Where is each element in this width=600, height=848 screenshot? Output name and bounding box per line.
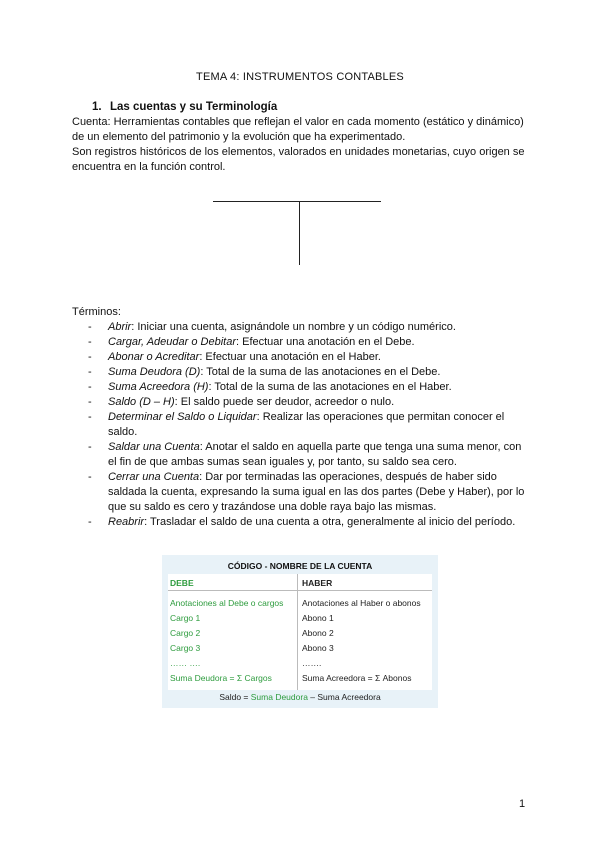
haber-sum-cell: Suma Acreedora = Σ Abonos — [302, 673, 412, 683]
ledger-column-divider — [297, 574, 298, 690]
cuenta-definition: Cuenta: Herramientas contables que reflejan el valor en cada momento (estático y dinámico) de un elemento del patrimonio y la evolución que ha experimentado. — [72, 116, 524, 143]
debe-cell: Cargo 1 — [170, 613, 201, 623]
haber-cell: Abono 3 — [302, 643, 334, 653]
term-item — [88, 365, 528, 380]
debe-cell: Anotaciones al Debe o cargos — [170, 598, 284, 608]
term-name: Reabrir — [108, 516, 145, 528]
term-item — [88, 395, 528, 410]
ledger-title: CÓDIGO - NOMBRE DE LA CUENTA — [227, 561, 373, 571]
term-description: : Efectuar una anotación en el Debe. — [236, 336, 415, 348]
ledger-grid — [168, 574, 432, 690]
saldo-suffix: – Suma Acreedora — [307, 692, 381, 702]
debe-cell: Cargo 2 — [170, 628, 201, 638]
ledger-account-table — [162, 555, 438, 708]
ledger-header-divider — [168, 590, 432, 591]
haber-cell: Abono 2 — [302, 628, 334, 638]
term-name: Abonar o Acreditar — [108, 351, 200, 363]
term-name: Cerrar una Cuenta — [108, 471, 200, 483]
haber-cell: Abono 1 — [302, 613, 334, 623]
saldo-prefix: Saldo = — [219, 692, 251, 702]
term-item — [88, 335, 528, 350]
term-item — [88, 410, 528, 440]
debe-sum-cell: Suma Deudora = Σ Cargos — [170, 673, 272, 683]
term-name: Determinar el Saldo o Liquidar — [108, 411, 257, 423]
term-item — [88, 440, 528, 470]
term-item — [88, 320, 528, 335]
debe-header: DEBE — [170, 578, 194, 588]
section-heading — [92, 101, 277, 113]
term-name: Saldo (D – H) — [108, 396, 175, 408]
t-account-vertical-line — [299, 201, 300, 265]
term-description: : Efectuar una anotación en el Haber. — [199, 351, 381, 363]
page-title: TEMA 4: INSTRUMENTOS CONTABLES — [196, 71, 404, 83]
term-item — [88, 470, 528, 515]
terms-label: Términos: — [72, 306, 121, 318]
term-item — [88, 380, 528, 395]
section-number: 1. — [92, 101, 102, 113]
debe-cell: Cargo 3 — [170, 643, 201, 653]
term-item — [88, 515, 528, 530]
term-description: : El saldo puede ser deudor, acreedor o nulo. — [174, 396, 395, 408]
haber-cell: Anotaciones al Haber o abonos — [302, 598, 421, 608]
haber-header: HABER — [302, 578, 333, 588]
haber-cell: ……. — [302, 658, 322, 668]
term-description: : Anotar el saldo en aquella parte que tenga una suma menor, con el fin de que ambas sumas sean iguales y, por tanto, su saldo sea cero. — [108, 441, 522, 468]
saldo-green-term: Suma Deudora — [250, 692, 308, 702]
term-description: : Iniciar una cuenta, asignándole un nombre y un código numérico. — [131, 321, 456, 333]
registros-paragraph: Son registros históricos de los elementos, valorados en unidades monetarias, cuyo origen se encuentra en la función control. — [72, 146, 525, 173]
terms-list — [88, 320, 528, 530]
term-description: : Dar por terminadas las operaciones, después de haber sido saldada la cuenta, expresando la suma igual en las dos partes (Debe y Haber), por lo que su saldo es cero y trazándose una doble raya bajo las mismas. — [108, 471, 525, 513]
term-description: : Trasladar el saldo de una cuenta a otra, generalmente al inicio del período. — [144, 516, 516, 528]
term-name: Suma Acreedora (H) — [108, 381, 209, 393]
page-number: 1 — [519, 798, 526, 810]
term-name: Suma Deudora (D) — [108, 366, 201, 378]
debe-cell: …… …. — [170, 658, 201, 668]
term-name: Cargar, Adeudar o Debitar — [108, 336, 236, 348]
saldo-formula — [162, 692, 438, 702]
term-description: : Total de la suma de las anotaciones en el Debe. — [200, 366, 441, 378]
term-name: Saldar una Cuenta — [108, 441, 200, 453]
section-heading-text: Las cuentas y su Terminología — [110, 101, 278, 113]
term-name: Abrir — [108, 321, 132, 333]
term-description: : Realizar las operaciones que permitan conocer el saldo. — [108, 411, 505, 438]
term-description: : Total de la suma de las anotaciones en el Haber. — [208, 381, 452, 393]
term-item — [88, 350, 528, 365]
t-account-diagram — [213, 201, 381, 265]
t-account-horizontal-line — [213, 201, 381, 202]
